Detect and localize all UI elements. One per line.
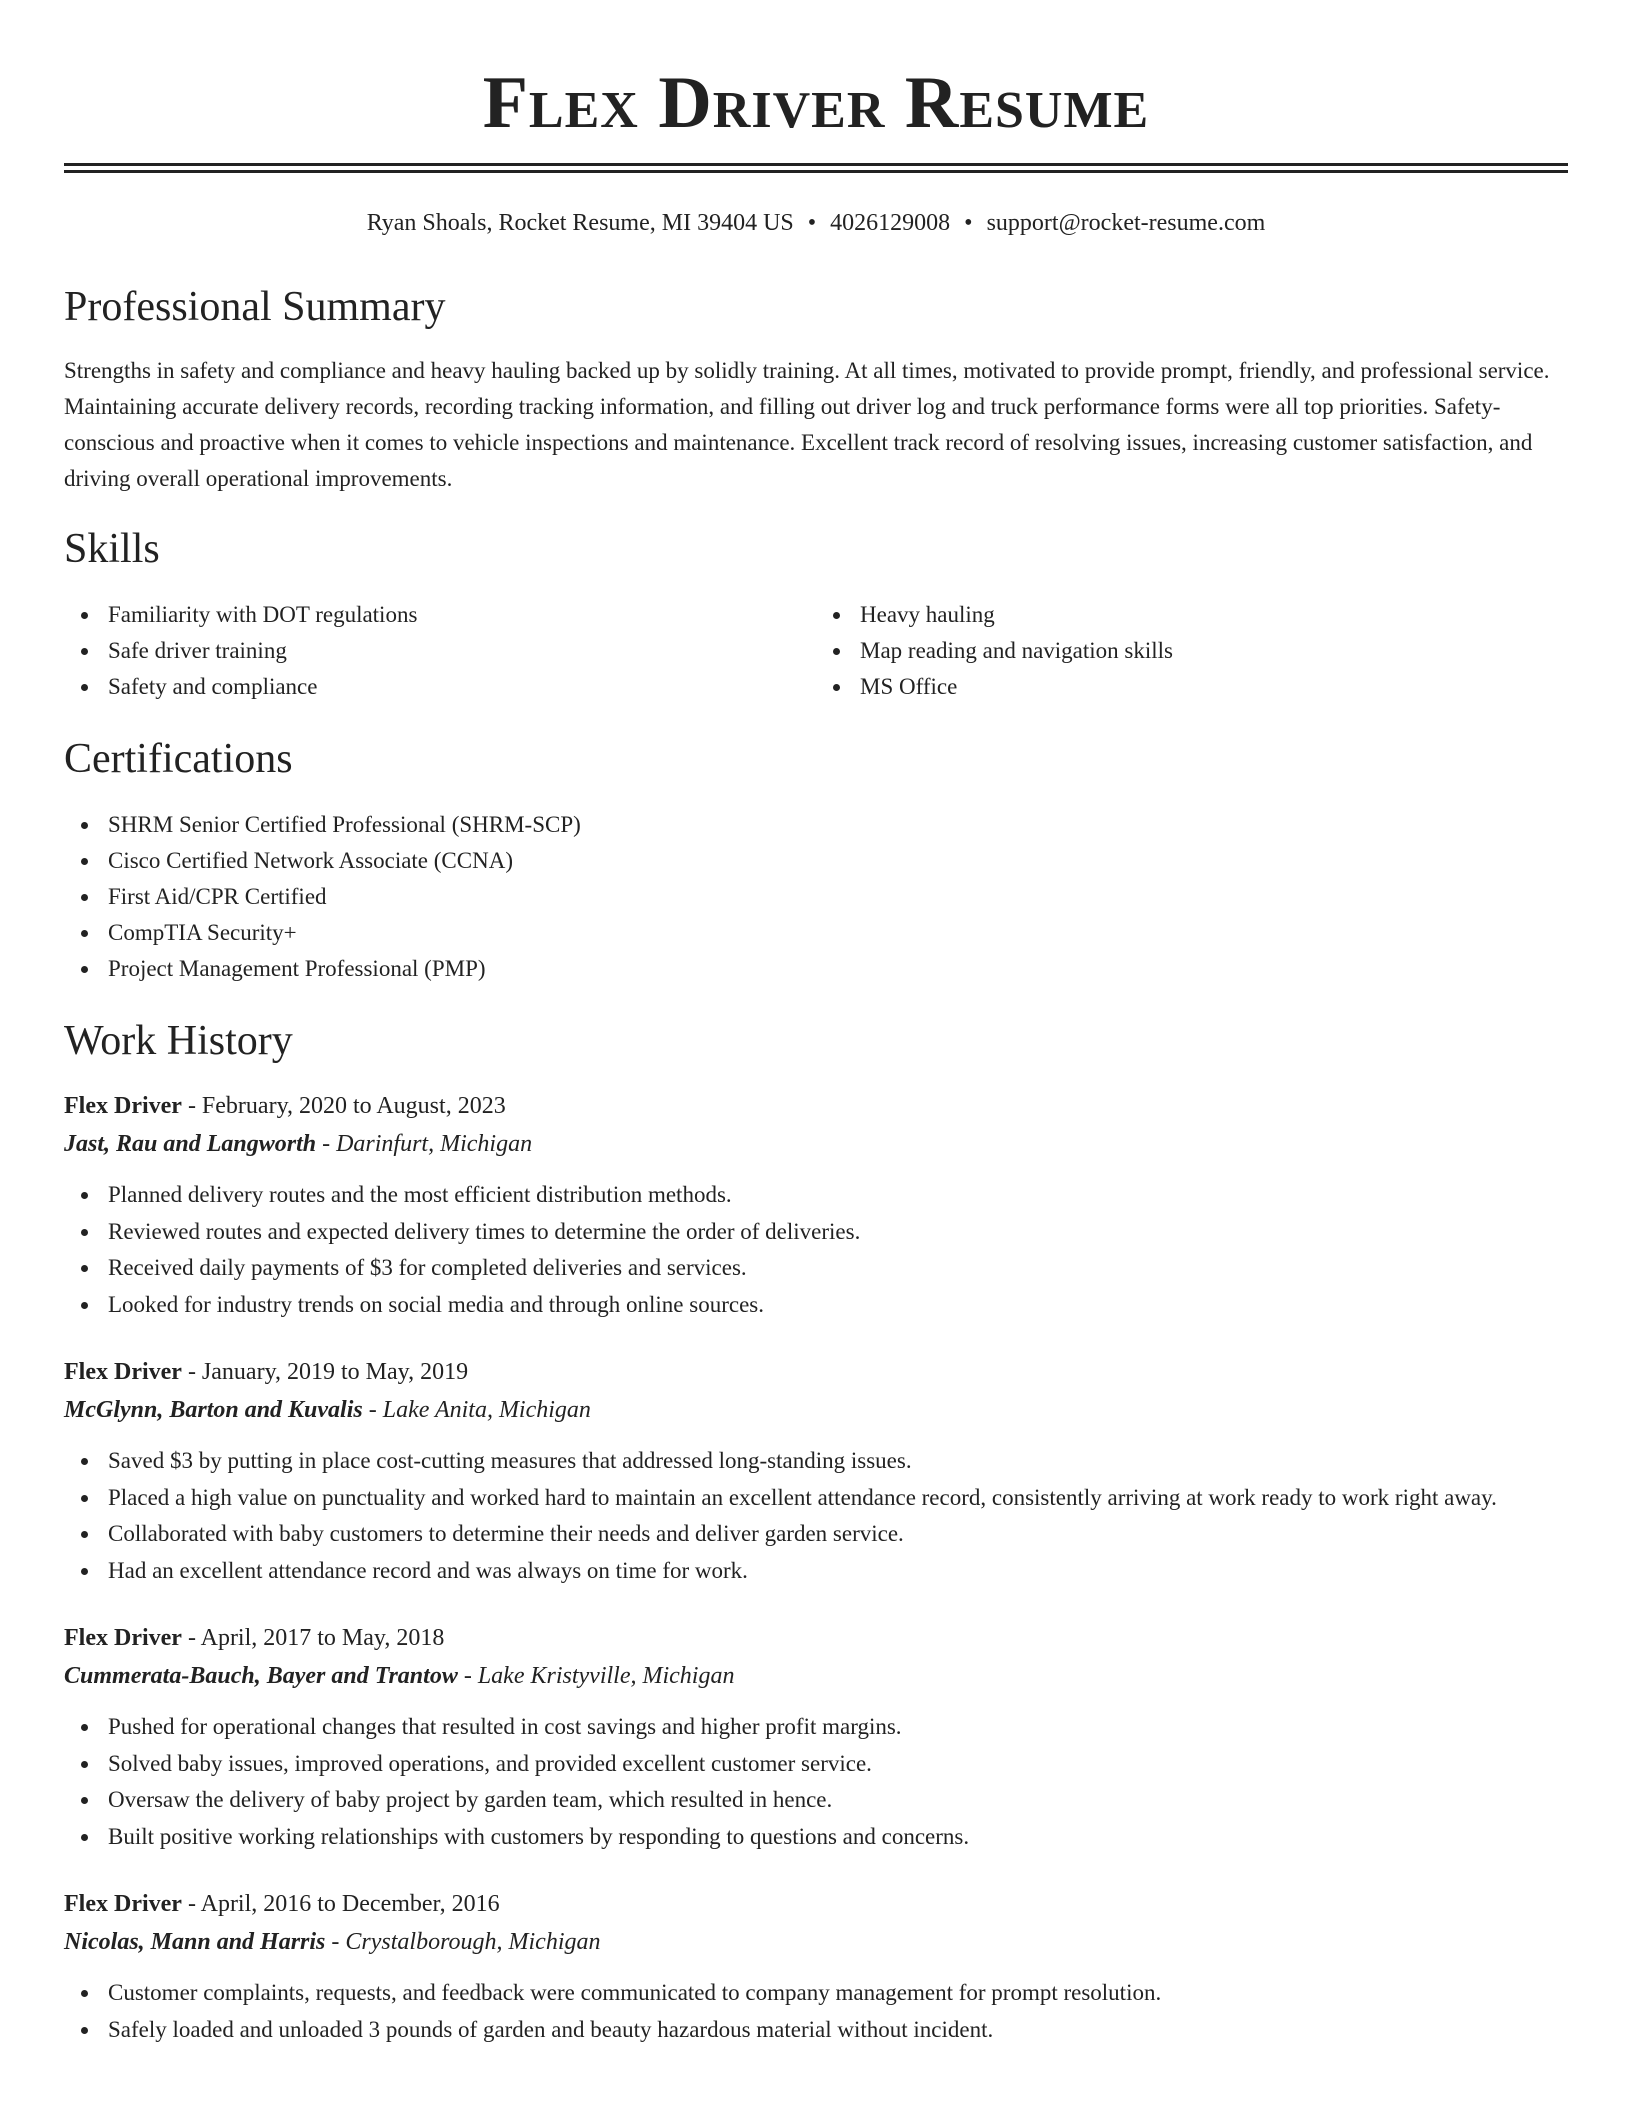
job-bullets [64, 1709, 1568, 1855]
contact-separator: • [807, 210, 817, 236]
job-entry [64, 1619, 1568, 1855]
skills-columns [64, 597, 1568, 705]
job-bullet: Looked for industry trends on social media and through online sources. [108, 1287, 1568, 1324]
job-bullets [64, 1177, 1568, 1323]
job-bullet: Received daily payments of $3 for completed deliveries and services. [108, 1250, 1568, 1287]
job-bullet: Solved baby issues, improved operations, and provided excellent customer service. [108, 1746, 1568, 1783]
job-bullet: Had an excellent attendance record and was always on time for work. [108, 1553, 1568, 1590]
certification-item: Project Management Professional (PMP) [108, 951, 1568, 987]
skill-item: Familiarity with DOT regulations [108, 597, 816, 633]
job-title: Flex Driver [64, 1625, 182, 1651]
job-entry [64, 1353, 1568, 1589]
job-location: - Lake Anita, Michigan [362, 1397, 591, 1423]
job-bullet: Pushed for operational changes that resulted in cost savings and higher profit margins. [108, 1709, 1568, 1746]
job-dates: - April, 2017 to May, 2018 [181, 1625, 445, 1651]
job-company: Nicolas, Mann and Harris [64, 1929, 326, 1955]
section-heading-work-history: Work History [64, 1018, 293, 1064]
job-bullets [64, 1975, 1568, 2048]
job-company-line [64, 1923, 1568, 1961]
job-title-line [64, 1619, 1568, 1657]
job-title-line [64, 1353, 1568, 1391]
job-company: McGlynn, Barton and Kuvalis [64, 1397, 363, 1423]
job-dates: - January, 2019 to May, 2019 [181, 1359, 469, 1385]
job-location: - Lake Kristyville, Michigan [457, 1663, 735, 1689]
job-company-line [64, 1391, 1568, 1429]
title-double-rule [64, 163, 1568, 173]
job-title-line [64, 1087, 1568, 1125]
job-dates: - April, 2016 to December, 2016 [181, 1891, 500, 1917]
section-heading-certifications: Certifications [64, 736, 293, 782]
job-entry [64, 1087, 1568, 1323]
job-title: Flex Driver [64, 1093, 182, 1119]
skill-item: Map reading and navigation skills [860, 633, 1568, 669]
job-bullet: Placed a high value on punctuality and worked hard to maintain an excellent attendance record, consistently arriving at work ready to work right away. [108, 1480, 1568, 1517]
job-company-line [64, 1657, 1568, 1695]
job-dates: - February, 2020 to August, 2023 [181, 1093, 506, 1119]
skills-list-left [64, 597, 816, 705]
job-location: - Crystalborough, Michigan [325, 1929, 601, 1955]
job-bullet: Built positive working relationships with customers by responding to questions and concerns. [108, 1819, 1568, 1856]
summary-text: Strengths in safety and compliance and heavy hauling backed up by solidly training. At all times, motivated to provide prompt, friendly, and professional service. Maintaining accurate delivery records, recording tracking information, and filling out driver log and truck performance forms were all top priorities. Safety-conscious and proactive when it comes to vehicle inspections and maintenance. Excellent track record of resolving issues, increasing customer satisfaction, and driving overall operational improvements. [64, 358, 1550, 491]
job-bullet: Planned delivery routes and the most efficient distribution methods. [108, 1177, 1568, 1214]
certification-item: SHRM Senior Certified Professional (SHRM-SCP) [108, 807, 1568, 843]
job-entry [64, 1885, 1568, 2048]
job-location: - Darinfurt, Michigan [316, 1131, 533, 1157]
skill-item: Safety and compliance [108, 669, 816, 705]
skill-item: MS Office [860, 669, 1568, 705]
certification-item: CompTIA Security+ [108, 915, 1568, 951]
job-company: Jast, Rau and Langworth [64, 1131, 317, 1157]
contact-line [64, 207, 1568, 239]
certification-item: First Aid/CPR Certified [108, 879, 1568, 915]
job-bullet: Oversaw the delivery of baby project by garden team, which resulted in hence. [108, 1782, 1568, 1819]
job-company: Cummerata-Bauch, Bayer and Trantow [64, 1663, 458, 1689]
job-bullet: Safely loaded and unloaded 3 pounds of garden and beauty hazardous material without incident. [108, 2012, 1568, 2049]
contact-phone: 4026129008 [830, 210, 951, 236]
job-bullets [64, 1443, 1568, 1589]
job-bullet: Saved $3 by putting in place cost-cutting measures that addressed long-standing issues. [108, 1443, 1568, 1480]
resume-title: Flex Driver Resume [482, 62, 1150, 144]
job-bullet: Customer complaints, requests, and feedback were communicated to company management for prompt resolution. [108, 1975, 1568, 2012]
job-company-line [64, 1125, 1568, 1163]
section-heading-summary: Professional Summary [64, 284, 446, 330]
certifications-list [64, 807, 1568, 987]
job-bullet: Collaborated with baby customers to determine their needs and deliver garden service. [108, 1516, 1568, 1553]
job-title: Flex Driver [64, 1891, 182, 1917]
contact-separator: • [964, 210, 973, 236]
job-title: Flex Driver [64, 1359, 182, 1385]
contact-address: Ryan Shoals, Rocket Resume, MI 39404 US [366, 210, 794, 236]
certification-item: Cisco Certified Network Associate (CCNA) [108, 843, 1568, 879]
skill-item: Heavy hauling [860, 597, 1568, 633]
contact-email: support@rocket-resume.com [986, 210, 1266, 236]
skill-item: Safe driver training [108, 633, 816, 669]
job-title-line [64, 1885, 1568, 1923]
skills-list-right [816, 597, 1568, 705]
job-bullet: Reviewed routes and expected delivery times to determine the order of deliveries. [108, 1214, 1568, 1251]
section-heading-skills: Skills [64, 526, 160, 572]
